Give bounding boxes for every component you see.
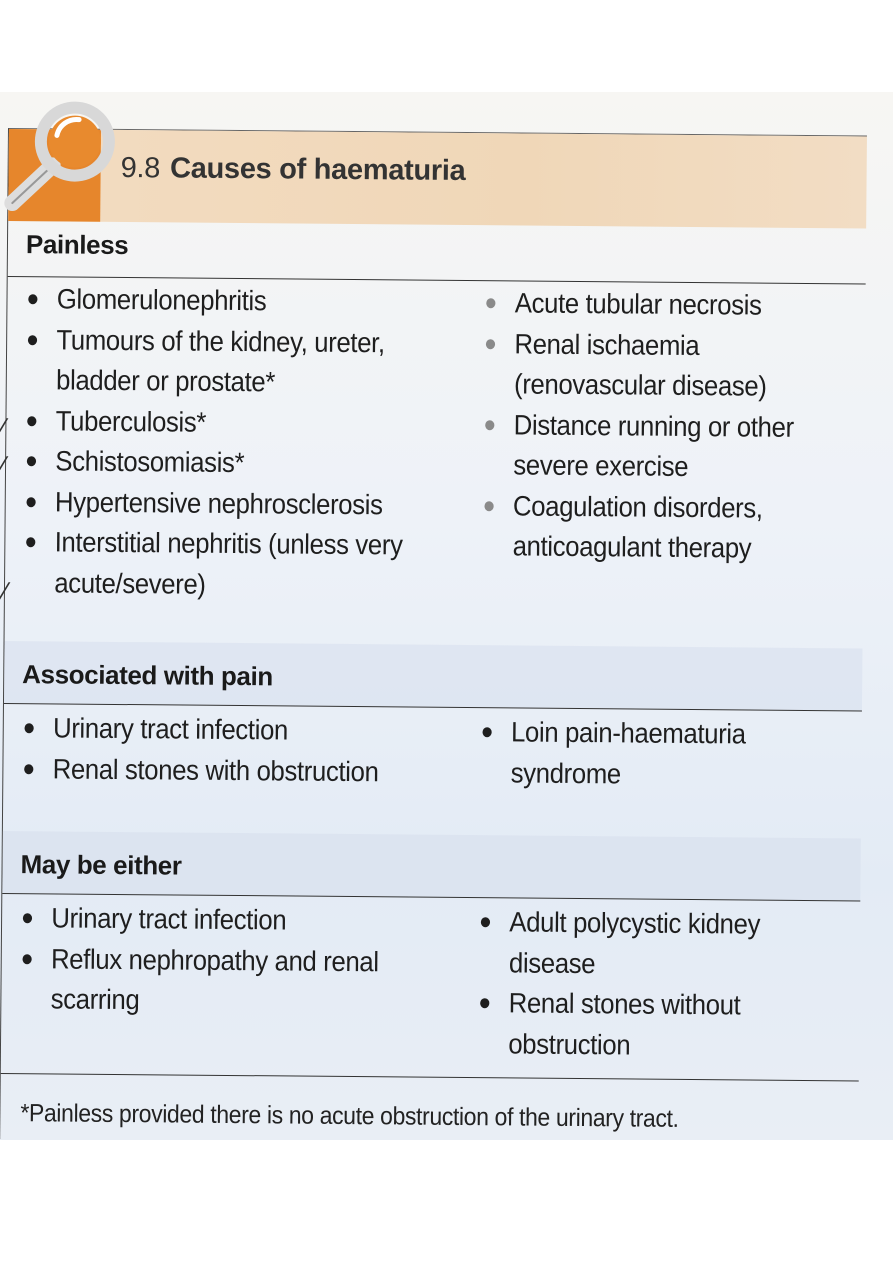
list-item: Glomerulonephritis xyxy=(25,279,412,323)
box-title-text: Causes of haematuria xyxy=(169,152,466,187)
either-right-list xyxy=(477,902,837,1067)
pain-right-list xyxy=(479,712,838,796)
magnifying-glass-icon xyxy=(0,99,125,220)
list-item: Reflux nephropathy and renal scarring xyxy=(19,939,406,1023)
list-item: Hypertensive nephrosclerosis xyxy=(24,482,411,526)
box-header xyxy=(8,129,867,228)
list-item: Schistosomiasis* xyxy=(24,441,411,485)
painless-right-list xyxy=(481,283,842,570)
list-item: Renal stones without obstruction xyxy=(477,983,836,1067)
box-number: 9.8 xyxy=(120,151,161,185)
list-item: Urinary tract infection xyxy=(20,898,407,942)
list-item: Tumours of the kidney, ureter, bladder or prostate* xyxy=(25,320,412,404)
list-item: Adult polycystic kidney disease xyxy=(478,902,837,986)
section-heading-either: May be either xyxy=(20,849,182,881)
list-item: Renal ischaemia (renovascular disease) xyxy=(483,324,842,408)
pain-left-list xyxy=(21,708,408,792)
pen-tick-mark: ⁄ xyxy=(0,414,5,442)
either-left-list xyxy=(19,898,406,1023)
section-heading-pain: Associated with pain xyxy=(22,659,273,692)
painless-left-list xyxy=(23,279,412,606)
list-item: Interstitial nephritis (unless very acute/severe) xyxy=(23,522,410,606)
list-item: Coagulation disorders, anticoagulant therapy xyxy=(481,486,840,570)
info-box xyxy=(0,128,867,1146)
list-item: Tuberculosis* xyxy=(24,401,411,445)
section-heading-painless: Painless xyxy=(25,229,129,261)
list-item: Urinary tract infection xyxy=(22,708,409,752)
list-item: Renal stones with obstruction xyxy=(21,749,408,793)
list-item: Loin pain-haematuria syndrome xyxy=(479,712,838,796)
list-item: Acute tubular necrosis xyxy=(483,283,842,327)
divider xyxy=(1,1073,859,1081)
list-item: Distance running or other severe exercise xyxy=(482,405,841,489)
pen-tick-mark: ⁄ xyxy=(0,452,5,480)
box-title xyxy=(121,152,466,188)
pen-tick-mark: ⁄ xyxy=(2,578,7,606)
footnote: *Painless provided there is no acute obstruction of the urinary tract. xyxy=(20,1099,679,1133)
